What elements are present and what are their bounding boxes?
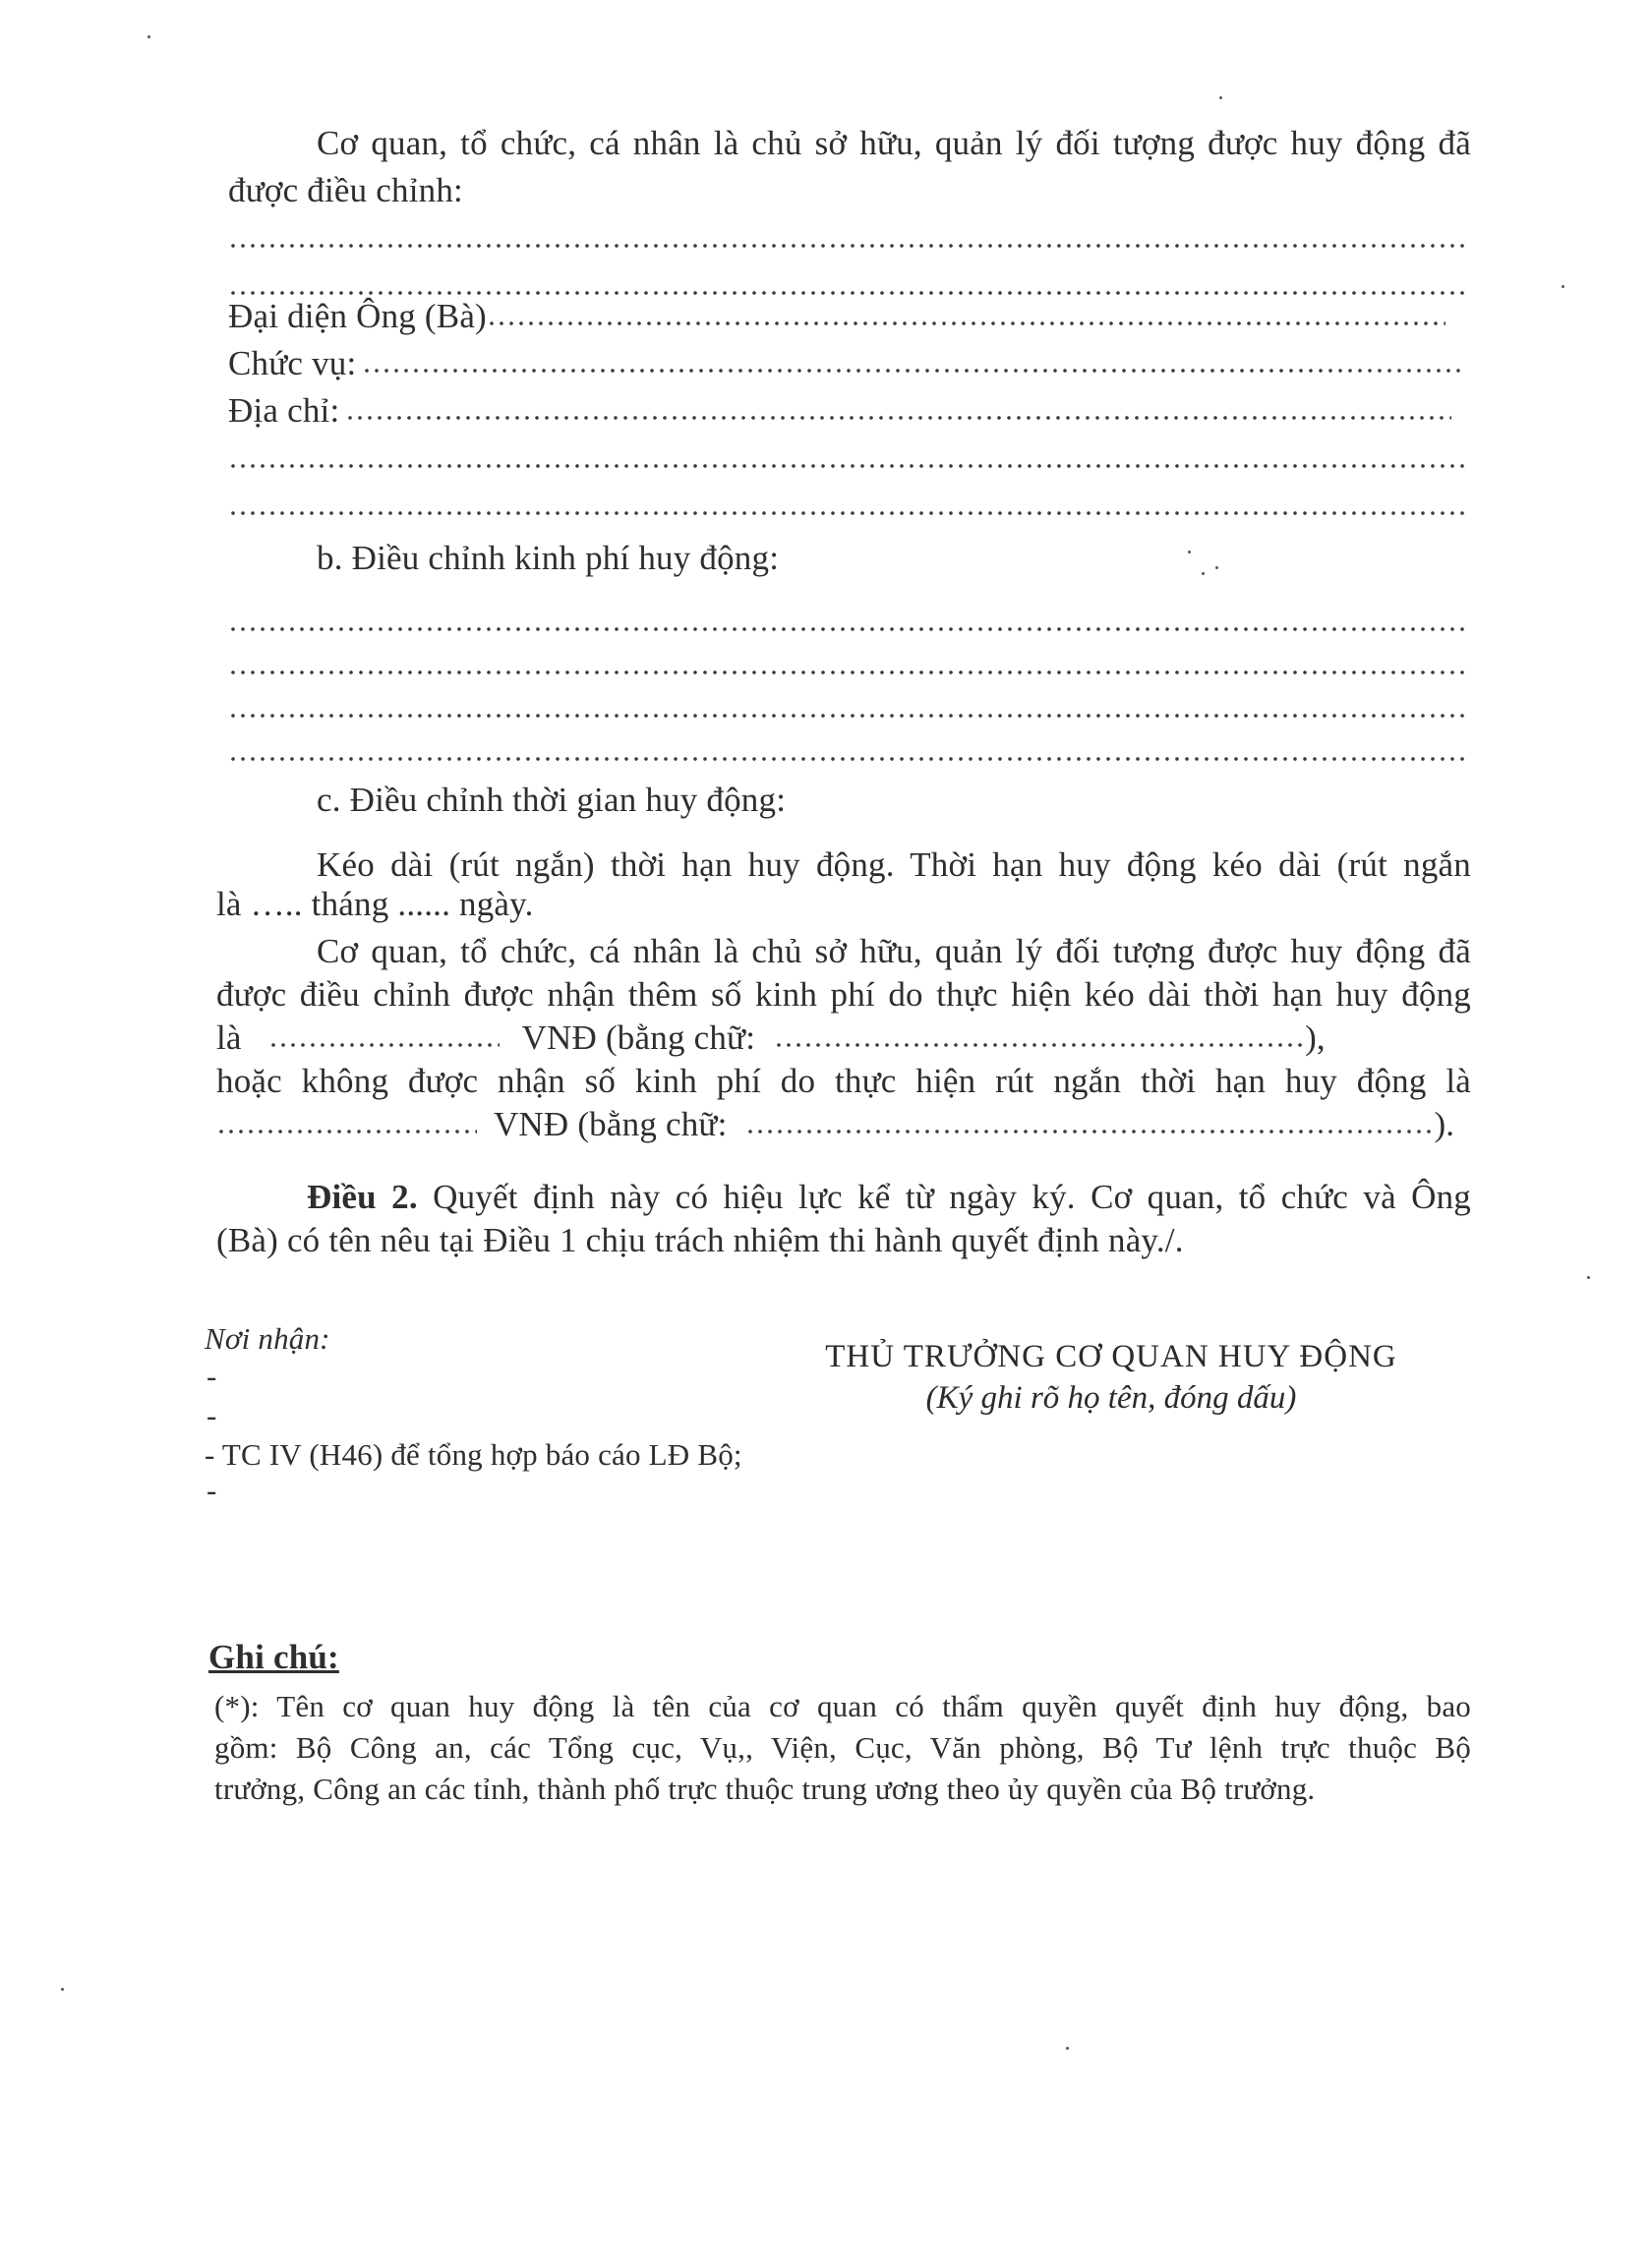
blank-line xyxy=(228,755,1469,763)
scan-speck xyxy=(1066,2047,1069,2050)
note-heading: Ghi chú: xyxy=(208,1638,339,1676)
article2-text-1: Quyết định này có hiệu lực kể từ ngày ký. Cơ quan, tổ chức và Ông xyxy=(433,1178,1471,1216)
article2-label: Điều 2. xyxy=(307,1178,418,1216)
recipient-item: - xyxy=(206,1359,217,1393)
address-blank xyxy=(345,414,1451,422)
signature-note: (Ký ghi rõ họ tên, đóng dấu) xyxy=(925,1380,1297,1416)
scan-speck xyxy=(61,1988,64,1991)
recipient-item: - xyxy=(206,1398,217,1432)
note-line-2: gồm: Bộ Công an, các Tổng cục, Vụ,, Viện, Cục, Văn phòng, Bộ Tư lệnh trực thuộc Bộ xyxy=(214,1730,1471,1765)
recipients-heading: Nơi nhận: xyxy=(205,1321,330,1356)
amount1-suffix: ), xyxy=(1305,1018,1326,1057)
representative-blank xyxy=(487,320,1445,327)
article2-line-2: (Bà) có tên nêu tại Điều 1 chịu trách nhiệm thi hành quyết định này./. xyxy=(216,1221,1184,1259)
not-receive-line: hoặc không được nhận số kinh phí do thực hiện rút ngắn thời hạn huy động là xyxy=(216,1062,1471,1100)
scan-speck xyxy=(1202,572,1205,575)
scan-speck xyxy=(1188,551,1191,553)
position-blank xyxy=(362,367,1463,375)
section-c-heading: c. Điều chỉnh thời gian huy động: xyxy=(317,781,787,819)
scan-speck xyxy=(1215,566,1218,569)
note-line-1: (*): Tên cơ quan huy động là tên của cơ quan có thẩm quyền quyết định huy động, bao xyxy=(214,1689,1471,1723)
amount2-words-blank xyxy=(745,1128,1434,1135)
blank-line xyxy=(228,712,1469,720)
amount1-words-blank xyxy=(774,1041,1305,1049)
scan-speck xyxy=(1219,96,1222,99)
signature-title: THỦ TRƯỞNG CƠ QUAN HUY ĐỘNG xyxy=(825,1339,1397,1374)
scan-speck xyxy=(1587,1276,1590,1279)
extend-line-2: là ….. tháng ...... ngày. xyxy=(216,885,534,923)
owner-line-2: được điều chỉnh: xyxy=(228,171,463,209)
amount-line-2 xyxy=(216,1103,1454,1146)
blank-line xyxy=(228,242,1469,250)
owner-line-1: Cơ quan, tổ chức, cá nhân là chủ sở hữu, quản lý đối tượng được huy động đã xyxy=(317,124,1471,162)
blank-line xyxy=(228,625,1469,633)
representative-field xyxy=(228,295,1445,338)
section-b-heading: b. Điều chỉnh kinh phí huy động: xyxy=(317,539,780,577)
recipient-item: - xyxy=(206,1473,217,1507)
amount1-prefix: là xyxy=(216,1018,242,1057)
article2-line-1 xyxy=(307,1176,1471,1219)
position-label: Chức vụ: xyxy=(228,344,357,382)
owner-c-line-1: Cơ quan, tổ chức, cá nhân là chủ sở hữu, quản lý đối tượng được huy động đã xyxy=(317,932,1471,970)
note-line-3: trưởng, Công an các tỉnh, thành phố trực thuộc trung ương theo ủy quyền của Bộ trưởng. xyxy=(214,1772,1316,1806)
extend-line-1: Kéo dài (rút ngắn) thời hạn huy động. Thời hạn huy động kéo dài (rút ngắn xyxy=(317,845,1471,884)
address-field xyxy=(228,389,1451,433)
amount2-mid: VNĐ (bằng chữ: xyxy=(493,1105,728,1143)
amount2-suffix: ). xyxy=(1434,1105,1455,1143)
position-field xyxy=(228,342,1463,385)
address-label: Địa chỉ: xyxy=(228,391,340,430)
amount-line-1 xyxy=(216,1017,1326,1060)
amount1-mid: VNĐ (bằng chữ: xyxy=(521,1018,756,1057)
amount1-blank xyxy=(268,1041,500,1049)
recipient-item: - TC IV (H46) để tổng hợp báo cáo LĐ Bộ; xyxy=(205,1437,742,1472)
blank-line xyxy=(228,509,1469,517)
amount2-blank xyxy=(216,1128,477,1135)
scan-speck xyxy=(1562,285,1564,288)
blank-line xyxy=(228,669,1469,676)
signature-block xyxy=(796,1335,1426,1418)
blank-line xyxy=(228,462,1469,470)
owner-c-line-2: được điều chỉnh được nhận thêm số kinh phí do thực hiện kéo dài thời hạn huy động xyxy=(216,975,1471,1014)
scan-speck xyxy=(147,35,150,38)
representative-label: Đại diện Ông (Bà) xyxy=(228,297,487,335)
